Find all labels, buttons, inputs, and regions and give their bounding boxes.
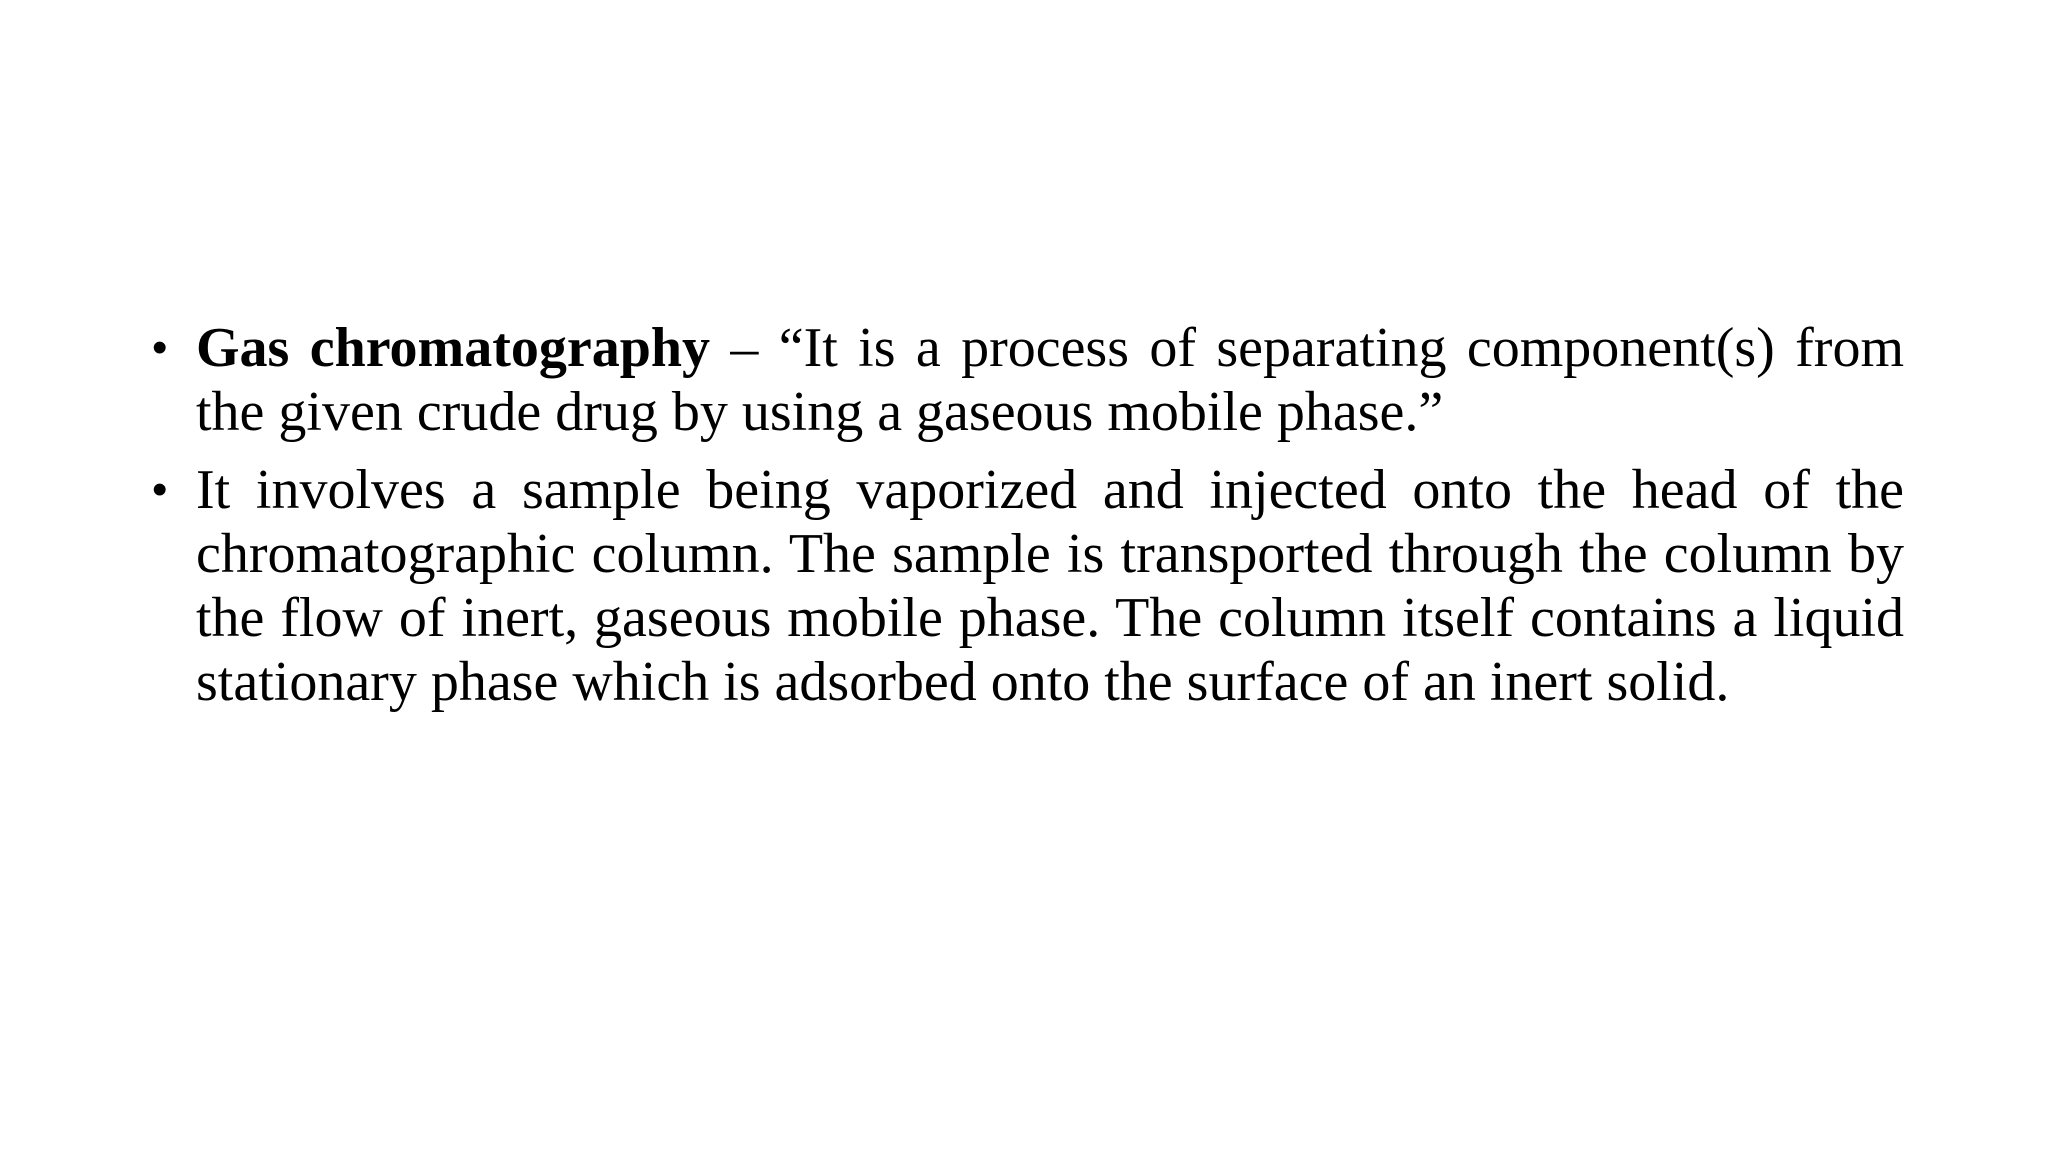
bullet-item-process-description — [152, 458, 1904, 714]
description-text: It involves a sample being vaporized and injected onto the head of the chromatographic column. The sample is transported through the column by the flow of inert, gaseous mobile phase. The column itself contains a liquid stationary phase which is adsorbed onto the surface of an inert solid. — [196, 459, 1904, 713]
term-heading: Gas chromatography — [196, 317, 710, 379]
bullet-icon: • — [152, 465, 168, 514]
bullet-icon: • — [152, 323, 168, 372]
bullet-item-gas-chromatography-definition — [152, 316, 1904, 444]
definition-text: – “It is a process of separating component(s) from the given crude drug by using a gaseous mobile phase.” — [196, 317, 1904, 443]
bullet-list — [152, 316, 1904, 728]
